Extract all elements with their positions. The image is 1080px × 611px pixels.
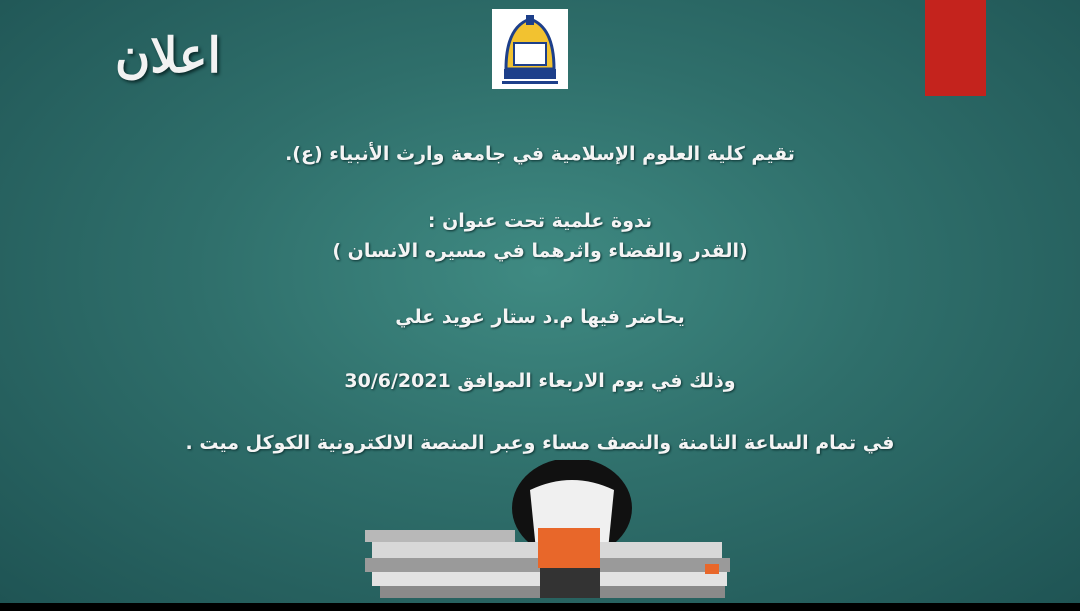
lecturer-line: يحاضر فيها م.د ستار عويد علي [395,306,685,328]
announcement-heading: اعلان [115,28,221,84]
seminar-label: ندوة علمية تحت عنوان : [427,210,653,232]
bottom-bar [0,603,1080,611]
date-line: وذلك في يوم الاربعاء الموافق 30/6/2021 [344,370,736,392]
accent-rectangle [925,0,986,96]
bulb-books-illustration [360,460,740,603]
university-logo [492,9,568,89]
seminar-title: (القدر والقضاء واثرهما في مسيره الانسان ) [332,240,748,262]
intro-line: تقيم كلية العلوم الإسلامية في جامعة وارث الأنبياء (ع). [285,143,795,165]
time-platform-line: في تمام الساعة الثامنة والنصف مساء وعبر المنصة الالكترونية الكوكل ميت . [185,432,895,454]
